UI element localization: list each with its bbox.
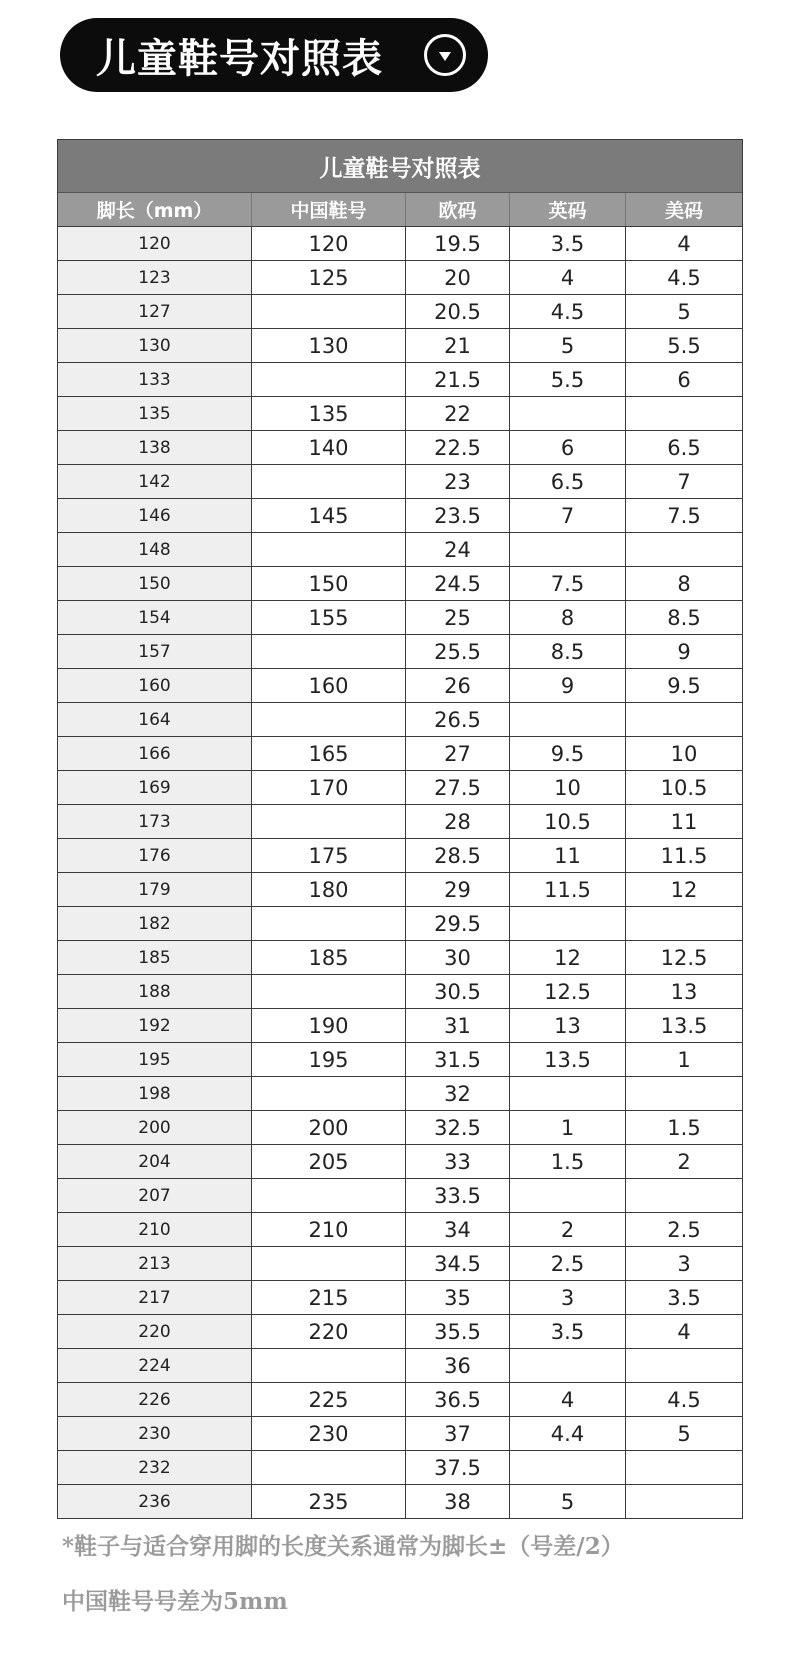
table-cell: 24.5 [405, 567, 509, 600]
table-cell [251, 703, 405, 736]
table-row [58, 498, 742, 532]
table-cell: 5.5 [509, 363, 625, 396]
table-cell: 7 [509, 499, 625, 532]
table-cell: 6.5 [625, 431, 742, 464]
table-cell: 20 [405, 261, 509, 294]
table-cell: 12 [509, 941, 625, 974]
table-cell [251, 295, 405, 328]
table-cell: 6.5 [509, 465, 625, 498]
table-cell: 36 [405, 1349, 509, 1382]
table-body [58, 226, 742, 1518]
table-cell: 7 [625, 465, 742, 498]
table-cell: 20.5 [405, 295, 509, 328]
table-row [58, 1280, 742, 1314]
table-cell [625, 533, 742, 566]
table-cell: 235 [251, 1485, 405, 1518]
table-cell: 220 [58, 1315, 251, 1348]
table-cell: 4.4 [509, 1417, 625, 1450]
table-cell: 175 [251, 839, 405, 872]
table-cell: 164 [58, 703, 251, 736]
table-cell: 3 [625, 1247, 742, 1280]
table-cell: 25.5 [405, 635, 509, 668]
chevron-down-icon [439, 52, 451, 61]
table-cell: 5 [509, 1485, 625, 1518]
table-cell: 29.5 [405, 907, 509, 940]
table-row [58, 770, 742, 804]
table-cell: 4 [509, 261, 625, 294]
footnote-fit: *鞋子与适合穿用脚的长度关系通常为脚长±（号差/2） [62, 1533, 624, 1560]
table-cell: 135 [251, 397, 405, 430]
table-cell: 11.5 [625, 839, 742, 872]
table-cell [625, 1451, 742, 1484]
table-cell: 3 [509, 1281, 625, 1314]
column-header: 脚长（mm） [96, 200, 213, 222]
table-cell: 23.5 [405, 499, 509, 532]
table-cell: 140 [251, 431, 405, 464]
table-cell: 21 [405, 329, 509, 362]
table-row [58, 260, 742, 294]
table-cell: 32 [405, 1077, 509, 1110]
table-cell [625, 1485, 742, 1518]
table-row [58, 1212, 742, 1246]
expand-button[interactable] [424, 34, 466, 76]
table-cell: 182 [58, 907, 251, 940]
table-cell [251, 1451, 405, 1484]
table-cell: 123 [58, 261, 251, 294]
table-cell: 185 [58, 941, 251, 974]
table-cell: 207 [58, 1179, 251, 1212]
table-cell: 8 [509, 601, 625, 634]
table-row [58, 1178, 742, 1212]
table-row [58, 566, 742, 600]
column-header: 中国鞋号 [251, 193, 405, 226]
table-cell: 205 [251, 1145, 405, 1178]
table-cell: 8.5 [625, 601, 742, 634]
table-cell: 13 [625, 975, 742, 1008]
table-cell: 142 [58, 465, 251, 498]
table-row [58, 1246, 742, 1280]
table-cell: 1.5 [625, 1111, 742, 1144]
table-cell: 1.5 [509, 1145, 625, 1178]
table-cell: 2.5 [625, 1213, 742, 1246]
table-cell: 24 [405, 533, 509, 566]
table-cell: 213 [58, 1247, 251, 1280]
table-row [58, 838, 742, 872]
table-cell: 155 [251, 601, 405, 634]
table-cell: 160 [251, 669, 405, 702]
table-cell [625, 1349, 742, 1382]
table-row [58, 1008, 742, 1042]
table-cell: 169 [58, 771, 251, 804]
table-cell [251, 465, 405, 498]
table-cell: 27.5 [405, 771, 509, 804]
table-row [58, 668, 742, 702]
table-cell: 6 [625, 363, 742, 396]
table-cell: 232 [58, 1451, 251, 1484]
table-row [58, 906, 742, 940]
table-cell: 230 [58, 1417, 251, 1450]
table-cell: 165 [251, 737, 405, 770]
table-cell: 120 [251, 227, 405, 260]
footnote-size-step: 中国鞋号号差为5mm [62, 1588, 288, 1615]
table-cell [625, 1179, 742, 1212]
table-row [58, 464, 742, 498]
table-cell: 32.5 [405, 1111, 509, 1144]
table-cell: 29 [405, 873, 509, 906]
table-cell: 1 [625, 1043, 742, 1076]
table-header-row [58, 193, 742, 226]
table-cell: 150 [58, 567, 251, 600]
table-cell: 5 [509, 329, 625, 362]
table-cell: 23 [405, 465, 509, 498]
table-cell: 9.5 [509, 737, 625, 770]
table-cell: 38 [405, 1485, 509, 1518]
table-cell: 138 [58, 431, 251, 464]
table-cell: 8 [625, 567, 742, 600]
table-cell: 148 [58, 533, 251, 566]
table-cell: 2 [625, 1145, 742, 1178]
table-row [58, 634, 742, 668]
table-cell [625, 703, 742, 736]
table-row [58, 736, 742, 770]
table-cell: 37 [405, 1417, 509, 1450]
table-cell: 8.5 [509, 635, 625, 668]
size-chart-table [57, 139, 743, 1519]
table-row [58, 294, 742, 328]
table-cell [251, 805, 405, 838]
table-cell [509, 533, 625, 566]
table-cell: 120 [58, 227, 251, 260]
table-cell: 1 [509, 1111, 625, 1144]
table-cell: 11 [509, 839, 625, 872]
table-cell [509, 703, 625, 736]
table-row [58, 1484, 742, 1518]
table-cell: 2 [509, 1213, 625, 1246]
table-cell: 13 [509, 1009, 625, 1042]
table-cell: 28.5 [405, 839, 509, 872]
table-cell: 7.5 [509, 567, 625, 600]
table-cell: 192 [58, 1009, 251, 1042]
table-cell: 198 [58, 1077, 251, 1110]
table-cell: 4 [625, 1315, 742, 1348]
table-cell: 9.5 [625, 669, 742, 702]
table-cell: 226 [58, 1383, 251, 1416]
table-cell: 215 [251, 1281, 405, 1314]
table-row [58, 396, 742, 430]
table-cell: 33.5 [405, 1179, 509, 1212]
table-cell: 28 [405, 805, 509, 838]
table-cell: 11 [625, 805, 742, 838]
table-cell: 3.5 [509, 1315, 625, 1348]
table-cell [509, 1349, 625, 1382]
table-cell: 13.5 [509, 1043, 625, 1076]
table-cell: 150 [251, 567, 405, 600]
table-cell: 31 [405, 1009, 509, 1042]
table-cell: 200 [251, 1111, 405, 1144]
table-row [58, 702, 742, 736]
column-header: 美码 [625, 193, 742, 226]
table-cell [509, 907, 625, 940]
table-cell: 125 [251, 261, 405, 294]
table-cell [251, 1247, 405, 1280]
table-cell: 195 [58, 1043, 251, 1076]
table-row [58, 1110, 742, 1144]
table-cell: 217 [58, 1281, 251, 1314]
table-cell: 10 [625, 737, 742, 770]
table-cell [625, 1077, 742, 1110]
table-cell: 127 [58, 295, 251, 328]
table-cell: 225 [251, 1383, 405, 1416]
table-row [58, 1450, 742, 1484]
table-cell: 230 [251, 1417, 405, 1450]
table-cell: 195 [251, 1043, 405, 1076]
table-cell: 26 [405, 669, 509, 702]
table-cell: 160 [58, 669, 251, 702]
table-cell: 30 [405, 941, 509, 974]
table-cell [251, 907, 405, 940]
table-cell: 176 [58, 839, 251, 872]
table-cell [509, 1179, 625, 1212]
table-cell [625, 907, 742, 940]
table-row [58, 940, 742, 974]
table-cell: 166 [58, 737, 251, 770]
table-cell: 35 [405, 1281, 509, 1314]
table-cell [251, 1179, 405, 1212]
table-row [58, 600, 742, 634]
table-cell: 30.5 [405, 975, 509, 1008]
table-cell: 11.5 [509, 873, 625, 906]
table-cell: 31.5 [405, 1043, 509, 1076]
table-title: 儿童鞋号对照表 [58, 140, 742, 193]
table-row [58, 1348, 742, 1382]
table-cell: 12 [625, 873, 742, 906]
table-cell: 4 [625, 227, 742, 260]
table-cell: 179 [58, 873, 251, 906]
table-cell [251, 975, 405, 1008]
table-row [58, 1042, 742, 1076]
table-cell: 26.5 [405, 703, 509, 736]
table-cell: 12.5 [509, 975, 625, 1008]
table-cell: 19.5 [405, 227, 509, 260]
table-cell [625, 397, 742, 430]
table-cell: 210 [251, 1213, 405, 1246]
table-cell: 6 [509, 431, 625, 464]
table-cell: 185 [251, 941, 405, 974]
table-row [58, 328, 742, 362]
table-cell: 5 [625, 295, 742, 328]
table-cell: 180 [251, 873, 405, 906]
table-cell: 145 [251, 499, 405, 532]
column-header: 欧码 [405, 193, 509, 226]
table-cell [509, 1451, 625, 1484]
table-cell [251, 635, 405, 668]
table-cell: 146 [58, 499, 251, 532]
table-cell: 33 [405, 1145, 509, 1178]
table-cell: 2.5 [509, 1247, 625, 1280]
table-row [58, 430, 742, 464]
table-cell: 22 [405, 397, 509, 430]
table-cell [509, 397, 625, 430]
table-cell [251, 1077, 405, 1110]
table-row [58, 532, 742, 566]
table-cell: 7.5 [625, 499, 742, 532]
table-cell: 36.5 [405, 1383, 509, 1416]
table-cell: 10.5 [625, 771, 742, 804]
table-cell: 133 [58, 363, 251, 396]
table-row [58, 974, 742, 1008]
table-cell: 12.5 [625, 941, 742, 974]
table-cell: 4.5 [509, 295, 625, 328]
table-cell: 9 [625, 635, 742, 668]
table-cell: 170 [251, 771, 405, 804]
table-cell: 10.5 [509, 805, 625, 838]
table-cell [509, 1077, 625, 1110]
table-cell [251, 1349, 405, 1382]
table-cell: 37.5 [405, 1451, 509, 1484]
table-row [58, 1314, 742, 1348]
table-cell: 130 [251, 329, 405, 362]
table-cell: 25 [405, 601, 509, 634]
banner-title: 儿童鞋号对照表 [96, 34, 383, 82]
table-cell: 154 [58, 601, 251, 634]
table-cell: 130 [58, 329, 251, 362]
table-cell: 190 [251, 1009, 405, 1042]
table-row [58, 1144, 742, 1178]
table-cell: 21.5 [405, 363, 509, 396]
table-cell: 224 [58, 1349, 251, 1382]
table-cell: 200 [58, 1111, 251, 1144]
table-cell: 35.5 [405, 1315, 509, 1348]
table-cell: 188 [58, 975, 251, 1008]
table-cell: 220 [251, 1315, 405, 1348]
table-cell [251, 363, 405, 396]
table-cell: 13.5 [625, 1009, 742, 1042]
table-cell: 4.5 [625, 1383, 742, 1416]
table-cell: 204 [58, 1145, 251, 1178]
table-cell: 9 [509, 669, 625, 702]
table-row [58, 1416, 742, 1450]
table-row [58, 804, 742, 838]
table-cell: 27 [405, 737, 509, 770]
table-cell: 22.5 [405, 431, 509, 464]
table-cell: 5.5 [625, 329, 742, 362]
table-cell: 236 [58, 1485, 251, 1518]
table-cell: 173 [58, 805, 251, 838]
table-cell: 3.5 [509, 227, 625, 260]
table-row [58, 1076, 742, 1110]
table-cell: 157 [58, 635, 251, 668]
table-cell: 10 [509, 771, 625, 804]
title-banner [60, 18, 488, 92]
table-cell: 34 [405, 1213, 509, 1246]
table-cell: 135 [58, 397, 251, 430]
table-row [58, 362, 742, 396]
table-cell [251, 533, 405, 566]
table-cell: 5 [625, 1417, 742, 1450]
column-header: 英码 [509, 193, 625, 226]
table-cell: 210 [58, 1213, 251, 1246]
table-row [58, 1382, 742, 1416]
table-cell: 3.5 [625, 1281, 742, 1314]
table-cell: 34.5 [405, 1247, 509, 1280]
table-row [58, 226, 742, 260]
table-row [58, 872, 742, 906]
table-cell: 4 [509, 1383, 625, 1416]
table-cell: 4.5 [625, 261, 742, 294]
